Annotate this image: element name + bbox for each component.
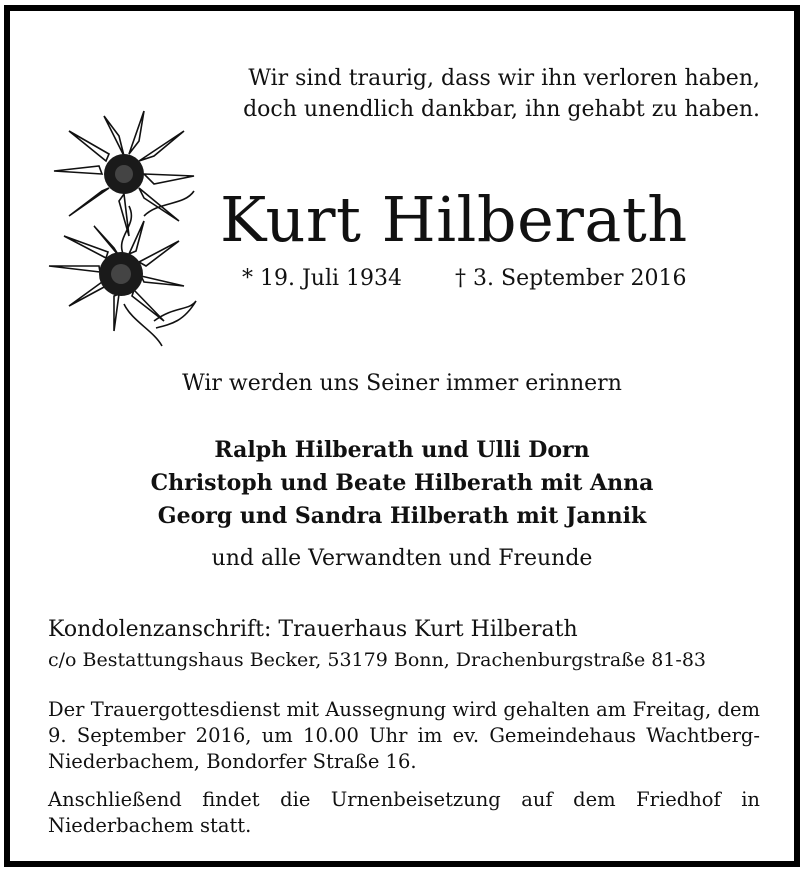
service-paragraph: Der Trauergottesdienst mit Aussegnung wird gehalten am Freitag, dem 9. September 2016, um 10.00 Uhr im ev. Gemeindehaus Wachtberg-Niederbachem, Bondorfer Straße 16.	[48, 698, 760, 773]
quote-line: Wir sind traurig, dass wir ihn verloren haben,	[248, 66, 760, 91]
death-date: † 3. September 2016	[455, 266, 687, 291]
life-dates	[242, 264, 687, 294]
family-names	[10, 434, 794, 533]
family-entry: Georg und Sandra Hilberath mit Jannik	[157, 503, 647, 529]
remembrance-line: Wir werden uns Seiner immer erinnern	[182, 371, 622, 396]
condolence-address: c/o Bestattungshaus Becker, 53179 Bonn, Drachenburgstraße 81-83	[48, 649, 706, 671]
burial-paragraph: Anschließend findet die Urnenbeisetzung auf dem Friedhof in Niederbachem statt.	[48, 788, 760, 837]
opening-quote	[200, 63, 760, 125]
obituary-notice	[4, 5, 800, 867]
birth-date: * 19. Juli 1934	[242, 266, 403, 291]
deceased-name: Kurt Hilberath	[220, 183, 688, 256]
family-entry: Ralph Hilberath und Ulli Dorn	[214, 437, 590, 463]
family-entry: Christoph und Beate Hilberath mit Anna	[150, 470, 654, 496]
sunflower-illustration	[44, 106, 204, 351]
relatives-line: und alle Verwandten und Freunde	[211, 546, 593, 571]
quote-line: doch unendlich dankbar, ihn gehabt zu haben.	[243, 97, 760, 122]
condolence-label: Kondolenzanschrift: Trauerhaus Kurt Hilberath	[48, 617, 578, 642]
